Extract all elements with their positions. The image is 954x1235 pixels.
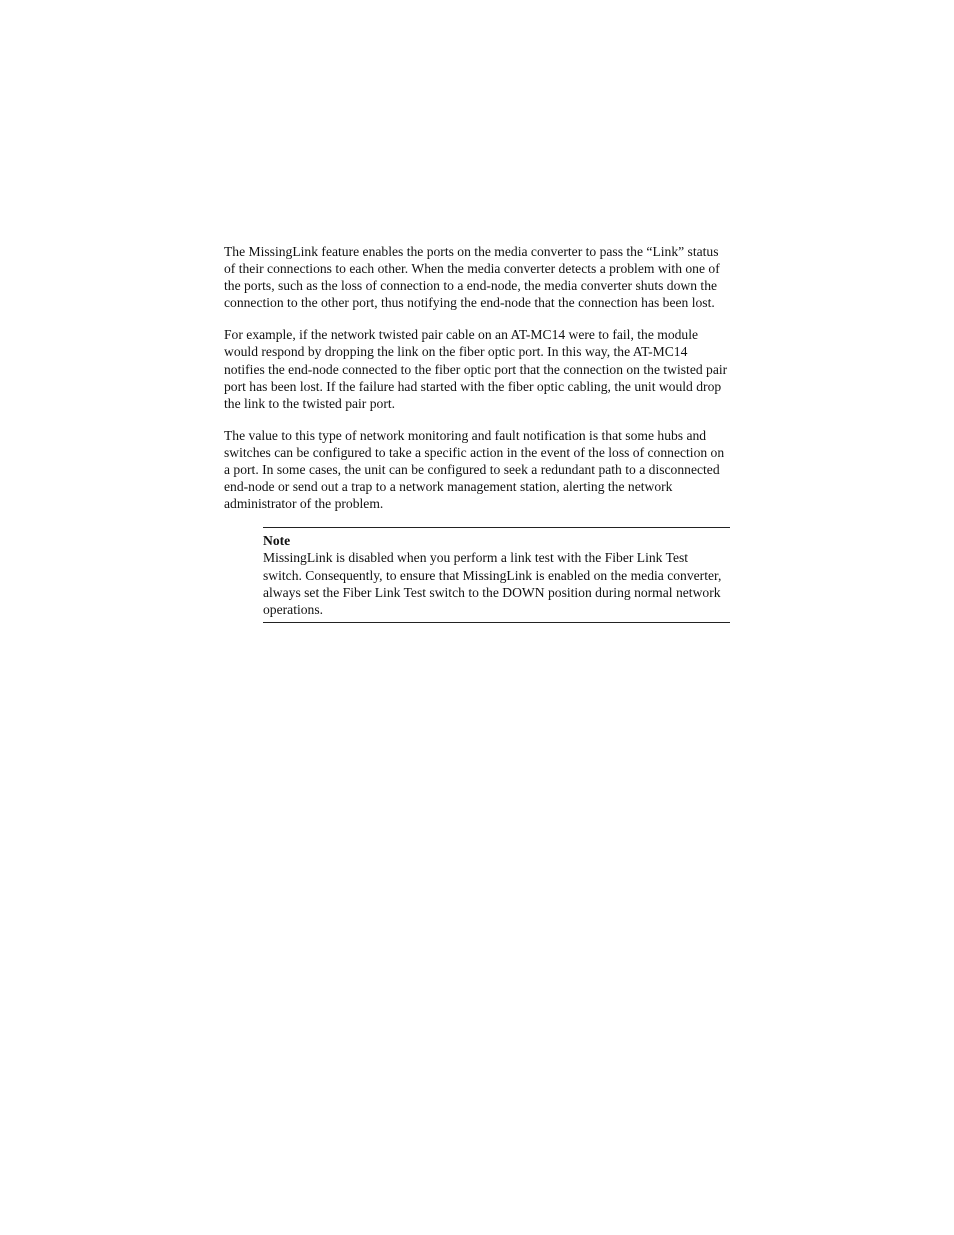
body-paragraph-example: For example, if the network twisted pair cable on an AT-MC14 were to fail, the module would respond by dropping the link on the fiber optic port. In this way, the AT-MC14 notifies the end-node connected to the fiber optic port that the connection on the twisted pair port has been lost. If the failure had started with the fiber optic cabling, the unit would drop the link to the twisted pair port. (224, 327, 728, 411)
page-body (224, 243, 731, 623)
note-title: Note (263, 533, 291, 549)
body-paragraph-missinglink-intro: The MissingLink feature enables the ports on the media converter to pass the “Link” status of their connections to each other. When the media converter detects a problem with one of the ports, such as the loss of connection to a end-node, the media converter shuts down the connection to the other port, thus notifying the end-node that the connection has been lost. (224, 244, 720, 311)
note-text: MissingLink is disabled when you perform a link test with the Fiber Link Test switch. Consequently, to ensure that MissingLink is enabled on the media converter, always set the Fiber Link Test switch to the DOWN position during normal network operations. (263, 550, 722, 617)
body-paragraph-value: The value to this type of network monitoring and fault notification is that some hubs and switches can be configured to take a specific action in the event of the loss of connection on a port. In some cases, the unit can be configured to seek a redundant path to a disconnected end-node or send out a trap to a network management station, alerting the network administrator of the problem. (224, 427, 725, 512)
note-box (263, 527, 730, 622)
